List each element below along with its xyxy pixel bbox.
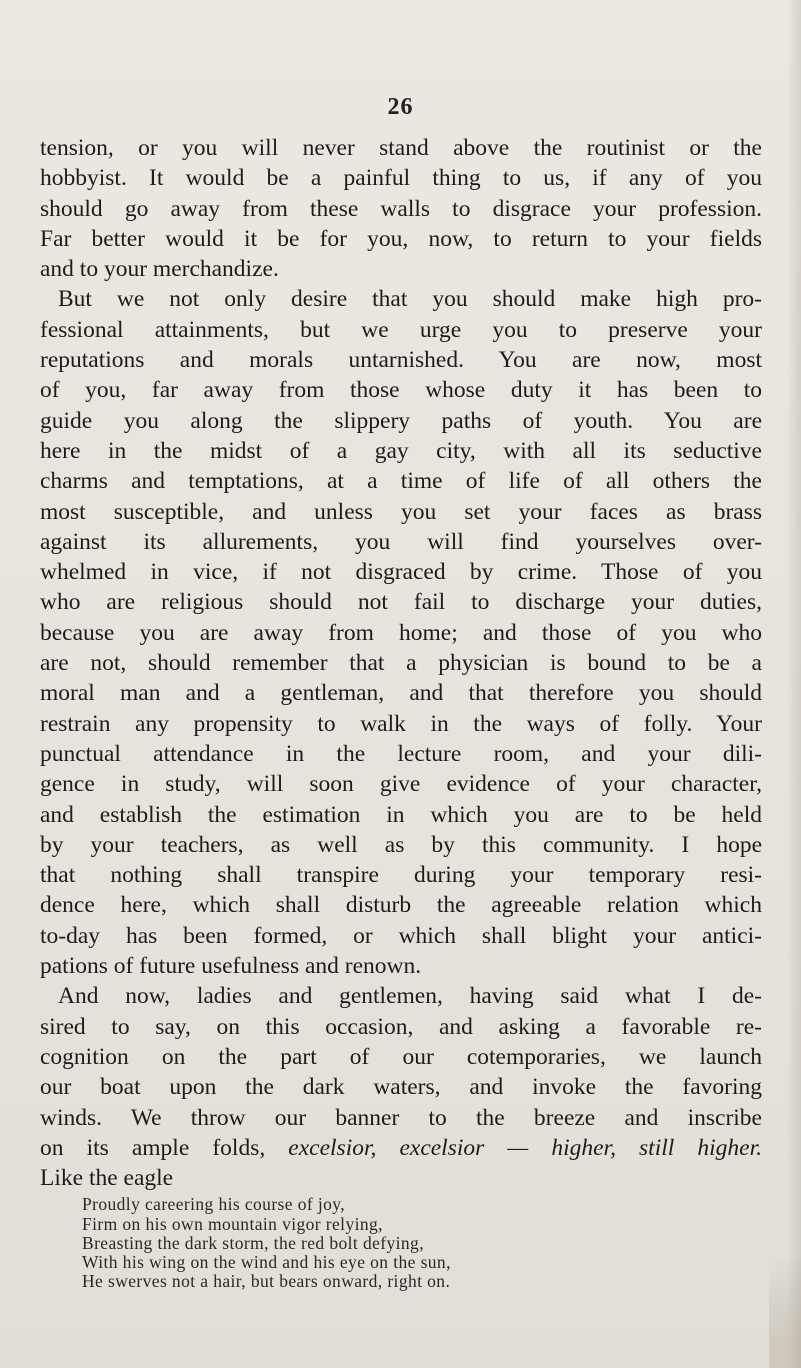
text-line: by your teachers, as well as by this community. I hope xyxy=(40,831,762,858)
page-number: 26 xyxy=(387,94,414,120)
text-line: But we not only desire that you should make high pro- xyxy=(58,286,762,313)
text-line: moral man and a gentleman, and that therefore you should xyxy=(40,680,762,707)
text-line: should go away from these walls to disgrace your profession. xyxy=(40,195,762,222)
text-line: here in the midst of a gay city, with all its seductive xyxy=(40,437,762,464)
text-line: hobbyist. It would be a painful thing to us, if any of you xyxy=(40,165,762,192)
text-line: sired to say, on this occasion, and asking a favorable re- xyxy=(40,1013,762,1040)
text-line: cognition on the part of our cotemporaries, we launch xyxy=(40,1043,762,1070)
text-line: And now, ladies and gentlemen, having said what I de- xyxy=(58,983,762,1010)
text-line: dence here, which shall disturb the agreeable relation which xyxy=(40,892,762,919)
paragraph-morals xyxy=(40,284,762,981)
text-line: who are religious should not fail to discharge your duties, xyxy=(40,589,762,616)
verse-quotation xyxy=(82,1195,762,1291)
text-line: and to your merchandize. xyxy=(40,256,279,283)
text-line: whelmed in vice, if not disgraced by crime. Those of you xyxy=(40,559,762,586)
text-line: charms and temptations, at a time of life of all others the xyxy=(40,468,762,495)
motto-prefix: on its ample folds, xyxy=(40,1134,289,1161)
text-line: pations of future usefulness and renown. xyxy=(40,953,422,980)
text-line: against its allurements, you will find yourselves over- xyxy=(40,528,762,555)
text-line: Like the eagle xyxy=(40,1165,174,1192)
body-text xyxy=(40,133,762,1291)
paragraph-continuation xyxy=(40,133,762,284)
page-corner-stain xyxy=(769,1258,801,1368)
text-line: our boat upon the dark waters, and invoke the favoring xyxy=(40,1074,762,1101)
text-line: Far better would it be for you, now, to return to your fields xyxy=(40,225,762,252)
text-line: gence in study, will soon give evidence of your character, xyxy=(40,771,762,798)
text-line: and establish the estimation in which you are to be held xyxy=(40,801,762,828)
text-line: punctual attendance in the lecture room, and your dili- xyxy=(40,740,762,767)
text-line: most susceptible, and unless you set your faces as brass xyxy=(40,498,762,525)
verse-line: He swerves not a hair, but bears onward, right on. xyxy=(82,1271,451,1292)
text-line xyxy=(40,1133,762,1163)
text-line: restrain any propensity to walk in the ways of folly. Your xyxy=(40,710,762,737)
motto-italic: excelsior, excelsior — higher, still higher. xyxy=(288,1134,762,1161)
verse-line: Proudly careering his course of joy, xyxy=(82,1194,346,1215)
text-line: that nothing shall transpire during your temporary resi- xyxy=(40,862,762,889)
text-line: winds. We throw our banner to the breeze and inscribe xyxy=(40,1104,762,1131)
text-line: guide you along the slippery paths of youth. You are xyxy=(40,407,762,434)
text-line: reputations and morals untarnished. You are now, most xyxy=(40,347,762,374)
text-line: are not, should remember that a physician is bound to be a xyxy=(40,650,762,677)
verse-line: Breasting the dark storm, the red bolt defying, xyxy=(82,1232,424,1253)
text-line: fessional attainments, but we urge you to preserve your xyxy=(40,316,762,343)
text-line: of you, far away from those whose duty it has been to xyxy=(40,377,762,404)
paragraph-closing xyxy=(40,981,762,1193)
text-line: to-day has been formed, or which shall blight your antici- xyxy=(40,922,762,949)
page-edge-shadow xyxy=(787,0,801,1368)
verse-line: With his wing on the wind and his eye on the sun, xyxy=(82,1252,451,1272)
text-line: because you are away from home; and those of you who xyxy=(40,619,762,646)
verse-line: Firm on his own mountain vigor relying, xyxy=(82,1213,383,1234)
text-line: tension, or you will never stand above the routinist or the xyxy=(40,135,762,161)
